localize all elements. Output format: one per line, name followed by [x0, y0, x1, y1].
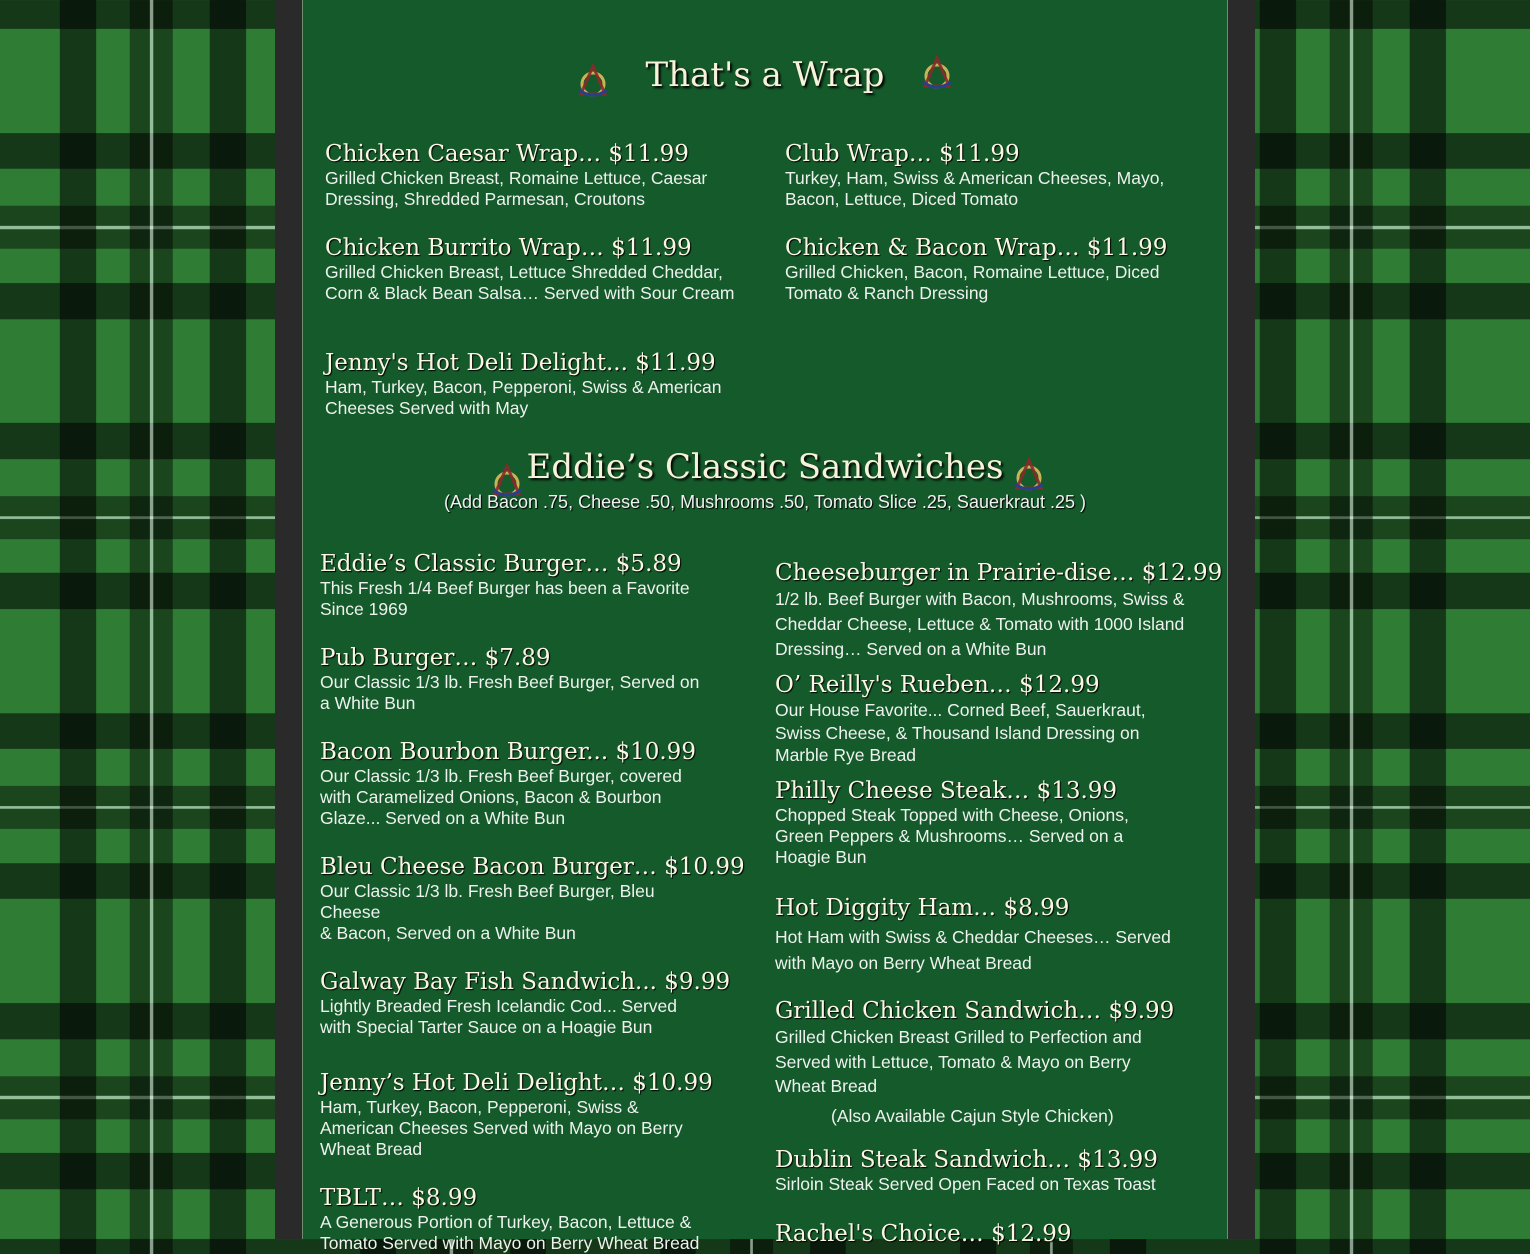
item-description: Grilled Chicken Breast, Lettuce Shredded Cheddar, Corn & Black Bean Salsa… Served with Sour Cream [325, 262, 735, 303]
item-name: Jenny's Hot Deli Delight... $11.99 [325, 350, 716, 376]
item-name: Bleu Cheese Bacon Burger… $10.99 [320, 854, 745, 880]
item-description: Lightly Breaded Fresh Icelandic Cod... Served with Special Tarter Sauce on a Hoagie Bun [320, 996, 677, 1037]
menu-item [775, 894, 1195, 976]
item-name: Chicken Caesar Wrap… $11.99 [325, 141, 689, 167]
menu-item [320, 1184, 715, 1254]
item-name: Philly Cheese Steak… $13.99 [775, 778, 1118, 804]
menu-item [320, 738, 705, 829]
item-description: Ham, Turkey, Bacon, Pepperoni, Swiss & American Cheeses Served with Mayo on Berry Wheat Bread [320, 1097, 683, 1159]
item-description: Our Classic 1/3 lb. Fresh Beef Burger, covered with Caramelized Onions, Bacon & Bourbon Glaze... Served on a White Bun [320, 766, 682, 828]
menu-item [325, 140, 745, 210]
item-description: Grilled Chicken Breast, Romaine Lettuce, Caesar Dressing, Shredded Parmesan, Croutons [325, 168, 708, 209]
menu-item [325, 349, 745, 419]
section-title-wraps: That's a Wrap [645, 55, 885, 95]
menu-item [775, 777, 1155, 868]
item-name: TBLT… $8.99 [320, 1185, 478, 1211]
item-description-line2: & Bacon, Served on a White Bun [320, 923, 576, 943]
menu-item [775, 671, 1175, 767]
menu-item [320, 853, 745, 944]
menu-item [785, 234, 1195, 304]
item-description: Our Classic 1/3 lb. Fresh Beef Burger, Served on a White Bun [320, 672, 700, 713]
item-name: Club Wrap… $11.99 [785, 141, 1020, 167]
item-description: Ham, Turkey, Bacon, Pepperoni, Swiss & American Cheeses Served with May [325, 377, 722, 418]
item-name: Cheeseburger in Prairie-dise… $12.99 [775, 560, 1223, 586]
item-name: Pub Burger… $7.89 [320, 645, 551, 671]
item-name: Chicken Burrito Wrap… $11.99 [325, 235, 692, 261]
menu-item [785, 140, 1195, 210]
item-name: Hot Diggity Ham… $8.99 [775, 895, 1070, 921]
item-description: Hot Ham with Swiss & Cheddar Cheeses… Served with Mayo on Berry Wheat Bread [775, 927, 1171, 973]
menu-item [320, 550, 710, 620]
item-description: Sirloin Steak Served Open Faced on Texas Toast [775, 1174, 1156, 1194]
item-description: Grilled Chicken, Bacon, Romaine Lettuce, Diced Tomato & Ranch Dressing [785, 262, 1160, 303]
item-description: A Generous Portion of Turkey, Bacon, Lettuce & Tomato Served with Mayo on Berry Wheat Bread [320, 1212, 700, 1253]
item-name: Rachel's Choice… $12.99 [775, 1221, 1072, 1247]
menu-item [325, 234, 745, 304]
item-name: Grilled Chicken Sandwich… $9.99 [775, 998, 1175, 1024]
item-description: Turkey, Ham, Swiss & American Cheeses, Mayo, Bacon, Lettuce, Diced Tomato [785, 168, 1165, 209]
item-description: This Fresh 1/4 Beef Burger has been a Favorite Since 1969 [320, 578, 690, 619]
sandwich-addons-subtitle: (Add Bacon .75, Cheese .50, Mushrooms .50, Tomato Slice .25, Sauerkraut .25 ) [443, 492, 1086, 512]
item-description: Grilled Chicken Breast Grilled to Perfection and Served with Lettuce, Tomato & Mayo on Berry Wheat Bread [775, 1027, 1142, 1096]
item-name: Bacon Bourbon Burger... $10.99 [320, 739, 696, 765]
menu-panel [302, 0, 1228, 1253]
item-name: Chicken & Bacon Wrap… $11.99 [785, 235, 1168, 261]
menu-item [320, 968, 731, 1038]
menu-item [775, 1220, 1195, 1248]
item-name: Eddie’s Classic Burger… $5.89 [320, 551, 682, 577]
section-title-sandwiches: Eddie’s Classic Sandwiches [526, 447, 1004, 487]
item-name: Dublin Steak Sandwich… $13.99 [775, 1147, 1158, 1173]
item-name: O’ Reilly's Rueben… $12.99 [775, 672, 1100, 698]
item-description: Our Classic 1/3 lb. Fresh Beef Burger, Bleu Cheese [320, 881, 655, 922]
item-description: Chopped Steak Topped with Cheese, Onions, Green Peppers & Mushrooms… Served on a Hoagie Bun [775, 805, 1129, 867]
menu-item [775, 1146, 1195, 1195]
item-description: 1/2 lb. Beef Burger with Bacon, Mushrooms, Swiss & Cheddar Cheese, Lettuce & Tomato with 1000 Island Dressing… Served on a White Bun [775, 589, 1185, 659]
item-name: Galway Bay Fish Sandwich... $9.99 [320, 969, 731, 995]
celtic-knot-icon [915, 52, 959, 96]
menu-item [320, 644, 700, 714]
menu-item [320, 1069, 713, 1160]
cajun-chicken-note: (Also Available Cajun Style Chicken) [831, 1106, 1114, 1126]
menu-item [775, 559, 1223, 662]
menu-item [775, 997, 1175, 1099]
item-name: Jenny’s Hot Deli Delight… $10.99 [320, 1070, 713, 1096]
item-description: Our House Favorite... Corned Beef, Sauerkraut, Swiss Cheese, & Thousand Island Dressing on Marble Rye Bread [775, 700, 1146, 765]
